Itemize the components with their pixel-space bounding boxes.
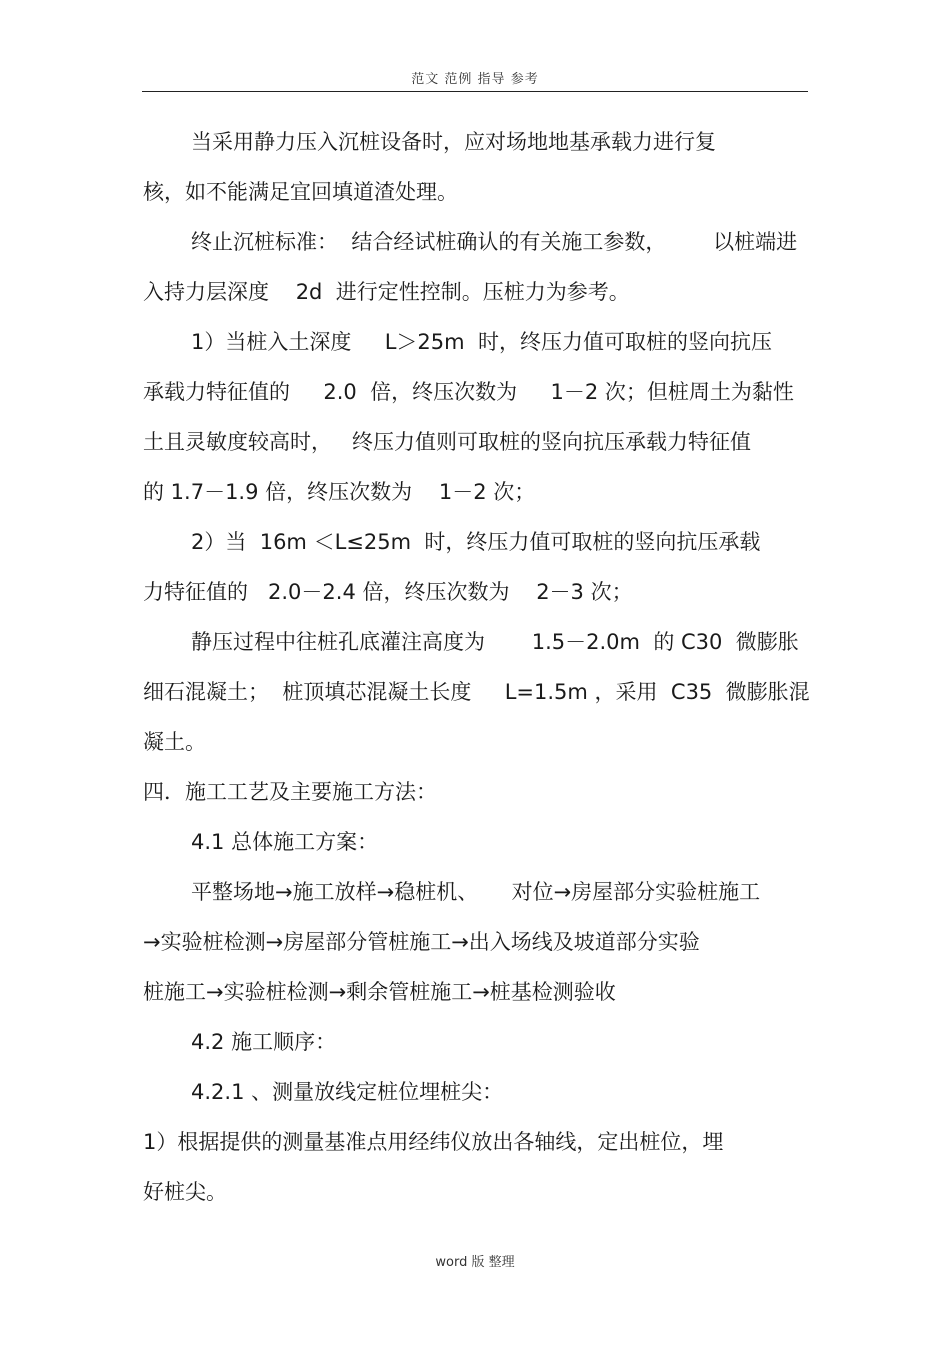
- text-line: 好桩尖。: [143, 1180, 227, 1204]
- text-line: 力特征值的 2.0－2.4 倍，终压次数为 2－3 次；: [143, 580, 633, 604]
- header-divider: [142, 91, 808, 92]
- text-line: 平整场地→施工放样→稳桩机、 对位→房屋部分实验桩施工: [191, 880, 761, 904]
- text-line: 2）当 16m ＜L≤25m 时，终压力值可取桩的竖向抗压承载: [191, 530, 761, 554]
- page-footer: word 版 整理: [435, 1255, 515, 1270]
- subsection-heading: 4.1 总体施工方案：: [191, 830, 379, 854]
- subsection-heading: 4.2 施工顺序：: [191, 1030, 337, 1054]
- text-line: 土且灵敏度较高时， 终压力值则可取桩的竖向抗压承载力特征值: [143, 430, 752, 454]
- text-line: 的 1.7－1.9 倍，终压次数为 1－2 次；: [143, 480, 536, 504]
- text-line: 1）当桩入土深度 L＞25m 时，终压力值可取桩的竖向抗压: [191, 330, 772, 354]
- subsection-heading: 4.2.1 、测量放线定桩位埋桩尖：: [191, 1080, 504, 1104]
- text-line: 1）根据提供的测量基准点用经纬仪放出各轴线，定出桩位，埋: [143, 1130, 724, 1154]
- text-line: 凝土。: [143, 730, 206, 754]
- text-line: →实验桩检测→房屋部分管桩施工→出入场线及坡道部分实验: [143, 930, 700, 954]
- text-line: 入持力层深度 2d 进行定性控制。压桩力为参考。: [143, 280, 630, 304]
- text-line: 当采用静力压入沉桩设备时，应对场地地基承载力进行复: [191, 130, 716, 154]
- page-header: 范文 范例 指导 参考: [411, 72, 539, 87]
- text-line: 细石混凝土； 桩顶填芯混凝土长度 L=1.5m ，采用 C35 微膨胀混: [143, 680, 810, 704]
- text-line: 核，如不能满足宜回填道渣处理。: [143, 180, 458, 204]
- text-line: 承载力特征值的 2.0 倍，终压次数为 1－2 次；但桩周土为黏性: [143, 380, 794, 404]
- text-line: 静压过程中往桩孔底灌注高度为 1.5－2.0m 的 C30 微膨胀: [191, 630, 799, 654]
- section-heading: 四．施工工艺及主要施工方法：: [143, 780, 437, 804]
- text-line: 桩施工→实验桩检测→剩余管桩施工→桩基检测验收: [143, 980, 616, 1004]
- text-line: 终止沉桩标准： 结合经试桩确认的有关施工参数， 以桩端进: [191, 230, 798, 254]
